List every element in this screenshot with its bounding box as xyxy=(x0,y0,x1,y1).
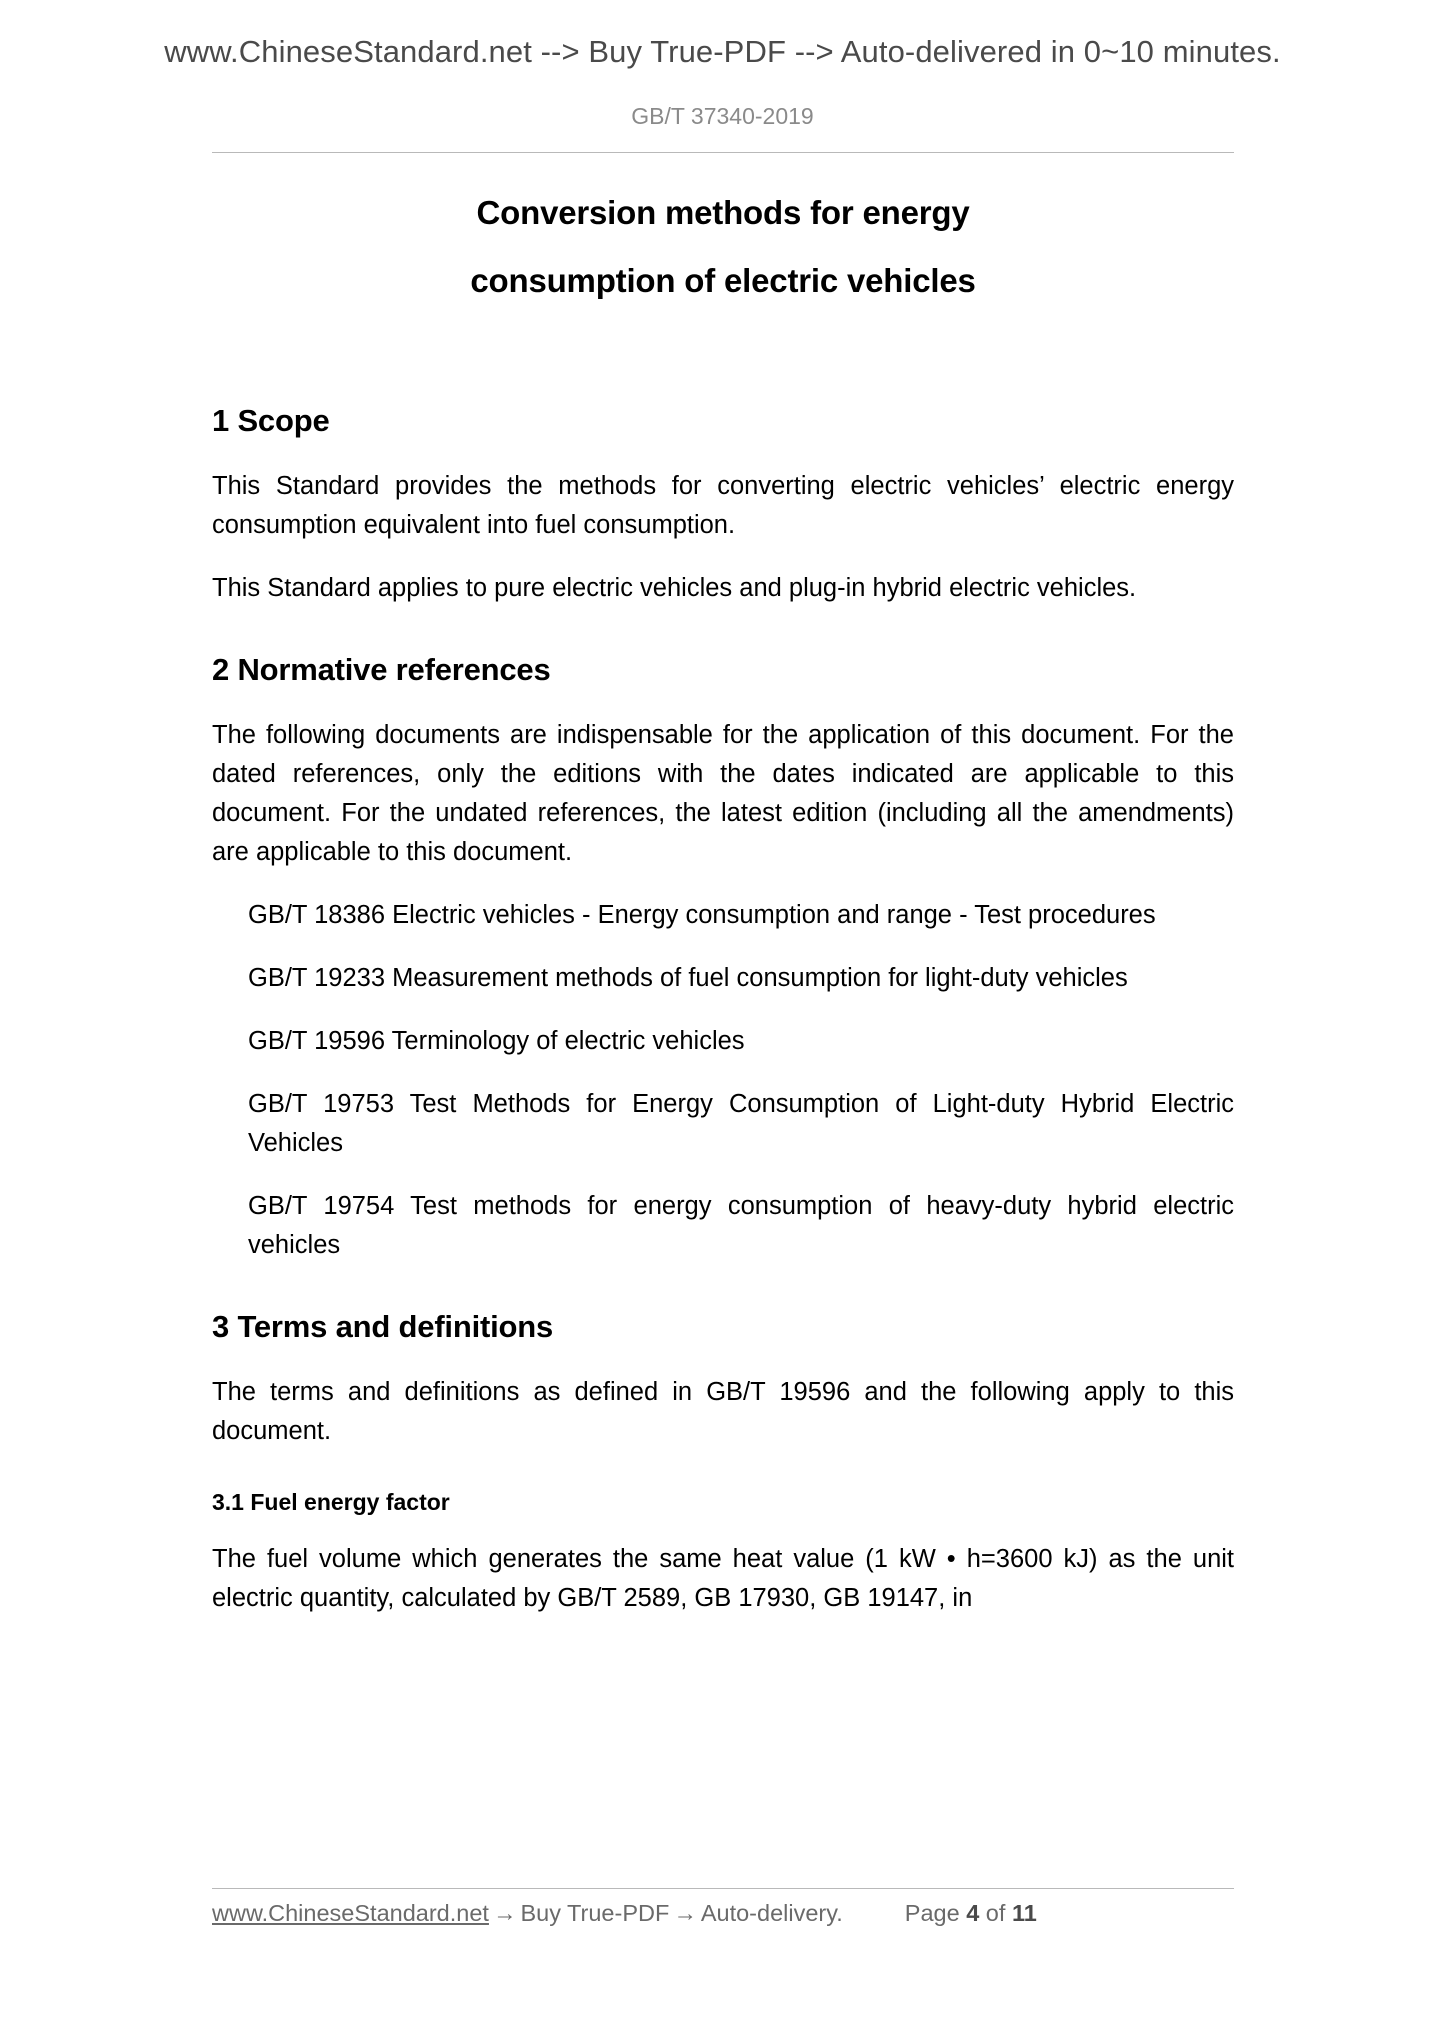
normative-references-intro: The following documents are indispensable for the application of this document. For the dated references, only the editions with the dates indicated are applicable to this document. For the undated references, the latest edition (including all the amendments) are applicable to this document. xyxy=(212,721,1234,866)
subsection-heading-fuel-energy-factor: 3.1 Fuel energy factor xyxy=(212,1489,450,1515)
fuel-energy-factor-definition: The fuel volume which generates the same heat value (1 kW • h=3600 kJ) as the unit electric quantity, calculated by GB/T 2589, GB 17930, GB 19147, in xyxy=(212,1545,1234,1612)
normative-reference-item: GB/T 19754 Test methods for energy consumption of heavy-duty hybrid electric vehicles xyxy=(248,1192,1234,1259)
footer-arrow-icon-2: → xyxy=(673,1900,697,1926)
terms-intro-paragraph: The terms and definitions as defined in GB/T 19596 and the following apply to this document. xyxy=(212,1378,1234,1445)
footer-arrow-icon-1: → xyxy=(492,1900,517,1926)
normative-reference-item: GB/T 19596 Terminology of electric vehicles xyxy=(248,1027,745,1055)
footer-url-link[interactable]: www.ChineseStandard.net xyxy=(212,1900,489,1926)
footer-of-label: of xyxy=(985,1900,1006,1926)
footer-page-number: 4 xyxy=(966,1900,980,1926)
scope-paragraph-1: This Standard provides the methods for converting electric vehicles’ electric energy consumption equivalent into fuel consumption. xyxy=(212,472,1234,539)
section-heading-scope: 1 Scope xyxy=(212,403,330,438)
footer-page-label: Page xyxy=(904,1900,960,1926)
footer-divider xyxy=(212,1888,1234,1889)
section-heading-terms-and-definitions: 3 Terms and definitions xyxy=(212,1309,554,1344)
section-heading-normative-references: 2 Normative references xyxy=(212,652,551,687)
header-divider xyxy=(212,152,1234,153)
document-title-line-2: consumption of electric vehicles xyxy=(470,262,976,299)
document-content xyxy=(212,196,1234,1618)
normative-reference-item: GB/T 19753 Test Methods for Energy Consumption of Light-duty Hybrid Electric Vehicles xyxy=(248,1090,1234,1157)
footer-buy-label: Buy True-PDF xyxy=(520,1900,670,1926)
page-footer xyxy=(212,1900,1234,1927)
promo-header-text: www.ChineseStandard.net --> Buy True-PDF --> Auto-delivered in 0~10 minutes. xyxy=(164,34,1281,69)
scope-paragraph-2: This Standard applies to pure electric vehicles and plug-in hybrid electric vehicles. xyxy=(212,574,1137,602)
normative-reference-item: GB/T 18386 Electric vehicles - Energy consumption and range - Test procedures xyxy=(248,901,1156,929)
normative-reference-item: GB/T 19233 Measurement methods of fuel consumption for light-duty vehicles xyxy=(248,964,1128,992)
document-title xyxy=(212,196,1234,297)
standard-number-header: GB/T 37340-2019 xyxy=(631,103,814,129)
footer-page-total: 11 xyxy=(1011,1900,1037,1926)
document-title-line-1: Conversion methods for energy xyxy=(476,194,970,231)
footer-delivery-label: Auto-delivery. xyxy=(700,1900,843,1926)
